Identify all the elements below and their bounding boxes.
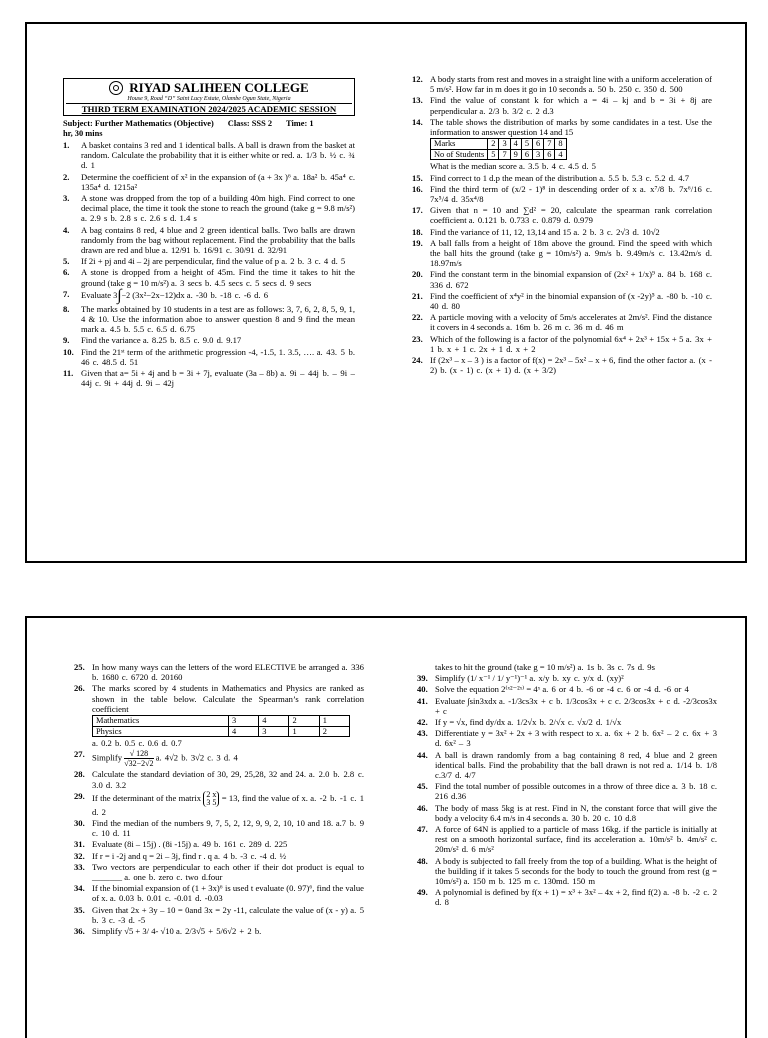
school-header bbox=[63, 78, 355, 116]
question-list bbox=[63, 140, 355, 388]
table-cell: 9 bbox=[510, 149, 521, 160]
question-text: If y = √x, find dy/dx a. 1/2√x b. 2/√x c. √x/2 d. 1/√x bbox=[435, 717, 622, 728]
question-number: 5. bbox=[63, 256, 70, 267]
question-number: 14. bbox=[412, 116, 423, 127]
question bbox=[412, 355, 712, 375]
answer-options: a. 8.25 b. 8.5 c. 9.0 d. 9.17 bbox=[142, 335, 242, 346]
table-cell: 7 bbox=[499, 149, 510, 160]
answer-options: a. 2/3 b. 3/2 c. 2 d.3 bbox=[479, 105, 554, 116]
answer-options: a. 4 b. -3 c. -4 d. ½ bbox=[214, 850, 287, 861]
fraction-denominator: √32−2√2 bbox=[124, 759, 154, 769]
question-text: Find the total number of possible outcomes in a throw of three dice a. 3 b. 18 c. 216 d.36 bbox=[435, 781, 717, 802]
column-right-page-1 bbox=[412, 74, 712, 376]
question-text: A ball falls from a height of 18m above the ground. Find the speed with which the ball hits the ground (take g = 10m/s²) a. 9m/s b. 9.49m/s c. 13.42m/s d. 18.97m/s bbox=[430, 237, 712, 269]
question bbox=[412, 74, 712, 94]
integral-upper: 3 bbox=[113, 290, 118, 300]
question-number: 15. bbox=[412, 172, 423, 183]
answer-options: a. 84 b. 168 c. 336 d. 672 bbox=[430, 269, 713, 290]
table-cell: 4 bbox=[510, 139, 521, 150]
question-text: If the determinant of the matrix 2 x 3 5 = 13, find the value of x. a. -2 b. -1 c. 1 d. 2 bbox=[92, 789, 364, 817]
question-text: Two vectors are perpendicular to each other if their dot product is equal to _______ a. one b. zero c. two d.four bbox=[92, 861, 364, 883]
question bbox=[74, 926, 364, 936]
question-text: Given that a= 5i + 4j and b = 3i + 7j, evaluate (3a – 8b) a. 9i – 44j b. – 9i – 44j c. 9i + 44j d. 9i – 42j bbox=[81, 368, 355, 389]
question-text: Simplify √5 + 3/ 4- √10 a. 2/3√5 + 5/6√2 + 2 b. bbox=[92, 926, 262, 937]
question bbox=[417, 684, 717, 694]
question-number bbox=[74, 738, 92, 748]
question-text: Differentiate y = 3x² + 2x + 3 with respect to x. a. 6x + 2 b. 6x² – 2 c. 6x + 3 d. 6x² – 3 bbox=[435, 728, 717, 749]
question-number: 28. bbox=[74, 769, 85, 780]
question-number: 49. bbox=[417, 887, 428, 898]
matrix bbox=[203, 791, 219, 807]
table-cell: 2 bbox=[488, 139, 499, 150]
subject: Subject: Further Mathematics (Objective) bbox=[63, 119, 214, 128]
table-cell: 1 bbox=[319, 716, 349, 727]
question bbox=[412, 173, 712, 183]
question-number: 44. bbox=[417, 749, 428, 760]
question-number: 4. bbox=[63, 224, 70, 235]
question-number: 16. bbox=[412, 183, 423, 194]
question-text: The table shows the distribution of marks by some candidates in a test. Use the information to answer question 14 and 15 bbox=[430, 116, 712, 138]
answer-options: a. -30 b. -18 c. -6 d. 6 bbox=[186, 289, 269, 300]
school-address: House 9, Road “D” Saint Lucy Estate, Olambe Ogun State, Nigeria bbox=[127, 96, 291, 102]
table-cell: Physics bbox=[93, 726, 229, 737]
table-row bbox=[431, 149, 567, 160]
question bbox=[412, 238, 712, 269]
answer-options: a. 3.5 b. 4 c. 4.5 d. 5 bbox=[519, 161, 596, 172]
question-number: 39. bbox=[417, 673, 428, 684]
answer-options: a. 5.5 b. 5.3 c. 5.2 d. 4.7 bbox=[599, 172, 690, 183]
table-cell: 3 bbox=[228, 716, 258, 727]
question bbox=[63, 256, 355, 266]
question-text: Solve the equation 2⁽ˣ²⁻²ˣ⁾ = 4ˣ a. 6 or 4 b. -6 or -4 c. 6 or -4 d. -6 or 4 bbox=[435, 684, 689, 695]
question-text: Calculate the standard deviation of 30, 29, 25,28, 32 and 24. a. 2.0 b. 2.8 c. 3.0 d. 3.2 bbox=[92, 769, 365, 790]
table-cell: No of Students bbox=[431, 149, 488, 160]
answer-options: a. x/y b. xy c. y/x d. (xy)² bbox=[529, 673, 624, 684]
question-number: 8. bbox=[63, 303, 70, 314]
answer-options: a. 49 b. 161 c. 289 d. 225 bbox=[193, 839, 288, 850]
question bbox=[417, 696, 717, 716]
question bbox=[417, 673, 717, 683]
question bbox=[63, 368, 355, 388]
answer-options: a. (x - 2) b. (x - 1) c. (x + 1) d. (x + 3/2) bbox=[430, 355, 713, 376]
table-cell: Mathematics bbox=[93, 716, 229, 727]
question-number: 43. bbox=[417, 728, 428, 739]
matrix-row: 2 x bbox=[206, 789, 217, 799]
question bbox=[74, 839, 364, 849]
rank-table-wrapper bbox=[92, 715, 364, 737]
question-text: A force of 64N is applied to a particle of mass 16kg. if the particle is initially at rest on a smooth horizontal surface, find its acceleration a. 10m/s² b. 4m/s² c. 20m/s² d. 6 m/s² bbox=[435, 824, 717, 855]
question-list bbox=[417, 662, 717, 908]
table-cell: 6 bbox=[521, 149, 532, 160]
question-number: 1. bbox=[63, 140, 70, 150]
question bbox=[412, 312, 712, 332]
question bbox=[63, 267, 355, 287]
table-cell: 3 bbox=[259, 726, 289, 737]
question bbox=[412, 161, 712, 171]
question bbox=[412, 184, 712, 204]
question-text: Determine the coefficient of x² in the expansion of (a + 3x )⁶ a. 18a² b. 45a⁴ c. 135a⁴ d. 1215a² bbox=[81, 171, 355, 192]
marks-distribution-table bbox=[430, 138, 567, 160]
question bbox=[74, 883, 364, 903]
answer-options: a. 150 m b. 125 m c. 130md. 150 m bbox=[463, 876, 596, 887]
question-number: 9. bbox=[63, 335, 70, 346]
question-number: 48. bbox=[417, 855, 428, 866]
exam-page-2 bbox=[25, 616, 747, 1038]
question-text: Find the third term of (x/2 - 1)⁸ in descending order of x a. x⁷/8 b. 7x⁶/16 c. 7x⁵/4 d. 35x⁴/8 bbox=[430, 183, 712, 205]
column-left-page-2 bbox=[74, 662, 364, 937]
question bbox=[417, 781, 717, 801]
answer-options: a. -80 b. -10 c. 40 d. 80 bbox=[430, 290, 712, 312]
question bbox=[417, 717, 717, 727]
table-cell: 3 bbox=[499, 139, 510, 150]
column-right-page-2 bbox=[417, 662, 717, 909]
question bbox=[63, 172, 355, 192]
question bbox=[74, 791, 364, 817]
answer-options: a. 18a² b. 45a⁴ c. 135a⁴ d. 1215a² bbox=[81, 171, 355, 192]
question-number: 45. bbox=[417, 781, 428, 792]
question-text: A body is subjected to fall freely from the top of a building. What is the height of the building if it takes 5 seconds for the body to touch the ground from rest (g = 10m/s²) a. 150 m b. 125 m c. 130md. 150 m bbox=[435, 855, 717, 887]
answer-options: a.7 b. 9 c. 10 d. 11 bbox=[92, 818, 364, 839]
question bbox=[74, 769, 364, 789]
question-text: If 2i + pj and 4i – 2j are perpendicular, find the value of p a. 2 b. 3 c. 4 d. 5 bbox=[81, 256, 346, 267]
question-number: 21. bbox=[412, 290, 423, 301]
table-cell: 4 bbox=[259, 716, 289, 727]
question bbox=[412, 291, 712, 311]
time: Time: 1 bbox=[286, 119, 314, 128]
answer-options: a. -8 b. -2 c. 2 d. 8 bbox=[435, 887, 717, 908]
question-number: 33. bbox=[74, 861, 85, 872]
question-text: Given that 2x + 3y – 10 = 0and 3x = 2y -11, calculate the value of (x - y) a. 5 b. 3 c. -3 d. -5 bbox=[92, 904, 364, 925]
answer-options: a. -1/3cs3x + c b. 1/3cos3x + c c. 2/3cos3x + c d. -2/3cos3x + c bbox=[435, 695, 718, 716]
answer-options: a. 0.121 b. 0.733 c. 0.879 d. 0.979 bbox=[468, 215, 593, 226]
question bbox=[417, 856, 717, 887]
question bbox=[412, 117, 712, 137]
answer-options: a. 16m b. 26 m c. 36 m d. 46 m bbox=[506, 322, 624, 333]
question-number: 31. bbox=[74, 839, 85, 850]
question bbox=[417, 803, 717, 823]
question bbox=[74, 905, 364, 925]
answer-options: a. 5 b. 3 c. -3 d. -5 bbox=[92, 904, 364, 925]
fraction-numerator: √ 128 bbox=[124, 749, 153, 759]
question-text: takes to hit the ground (take g = 10 m/s²) a. 1s b. 3s c. 7s d. 9s bbox=[435, 662, 655, 672]
question-number: 6. bbox=[63, 267, 70, 278]
question-text: Find the coefficient of x⁴y² in the binomial expansion of (x -2y)⁵ a. -80 b. -10 c. 40 d. 80 bbox=[430, 290, 712, 312]
question-number: 35. bbox=[74, 904, 85, 915]
question-number: 26. bbox=[74, 683, 85, 694]
question-text: A stone was dropped from the top of a building 40m high. Find correct to one decimal place, the time it took the stone to reach the ground (take g = 9.8 m/s²) a. 2.9 s b. 2.8 s c. 2.6 s d. 1.4 s bbox=[81, 193, 355, 224]
rank-correlation-table bbox=[92, 715, 350, 737]
question bbox=[417, 662, 717, 672]
question bbox=[417, 824, 717, 855]
question bbox=[412, 269, 712, 289]
fraction bbox=[124, 749, 153, 768]
question-number: 2. bbox=[63, 171, 70, 182]
question-number: 34. bbox=[74, 883, 85, 894]
answer-options: a. 4.5 b. 5.5 c. 6.5 d. 6.75 bbox=[100, 324, 195, 335]
question-text: A bag contains 8 red, 4 blue and 2 green identical balls. Two balls are drawn randomly from the bag without replacement. Find the probability that the balls drawn are red and blue a. 12/91 b. 16/91 c. 30/91 d. 32/91 bbox=[81, 224, 355, 256]
question-text: The marks scored by 4 students in Mathematics and Physics are ranked as shown in the table below. Calculate the Spearman’s rank correlation coefficient bbox=[92, 683, 364, 714]
integral-lower: −2 bbox=[121, 290, 131, 300]
table-cell: 8 bbox=[555, 139, 566, 150]
question-text: In how many ways can the letters of the word ELECTIVE be arranged a. 336 b. 1680 c. 6720 d. 20160 bbox=[92, 662, 364, 683]
answer-options: a. 1/3 b. ½ c. ¾ d. 1 bbox=[81, 150, 355, 171]
answer-options: a. 3 b. 18 c. 216 d.36 bbox=[435, 781, 717, 802]
matrix-row: 3 5 bbox=[206, 797, 217, 807]
question-text: If (2x³ – x – 3 ) is a factor of f(x) = 2x³ – 5x² – x + 6, find the other factor a. (x - 2) b. (x - 1) c. (x + 1) d. (x + 3/2) bbox=[430, 355, 713, 376]
school-name-row bbox=[66, 81, 352, 95]
question-number bbox=[417, 662, 435, 672]
question bbox=[417, 887, 717, 907]
question-number: 24. bbox=[412, 355, 423, 366]
answer-options: a. one b. zero c. two d.four bbox=[124, 872, 223, 883]
question bbox=[63, 140, 355, 171]
question-text: Find the constant term in the binomial expansion of (2x² + 1/x)⁹ a. 84 b. 168 c. 336 d. 672 bbox=[430, 269, 713, 290]
question-text: Evaluate (8i – 15j) . (8i -15j) a. 49 b. 161 c. 289 d. 225 bbox=[92, 839, 288, 850]
question-text: Given that n = 10 and ∑d² = 20, calculate the spearman rank correlation coefficient a. 0.121 b. 0.733 c. 0.879 d. 0.979 bbox=[430, 205, 712, 226]
answer-options: a. 50 b. 250 c. 350 d. 500 bbox=[588, 84, 683, 95]
answer-options: a. 0.2 b. 0.5 c. 0.6 d. 0.7 bbox=[92, 738, 182, 749]
table-cell: 3 bbox=[533, 149, 544, 160]
question-list bbox=[74, 662, 364, 936]
table-cell: 4 bbox=[555, 149, 566, 160]
question bbox=[63, 335, 355, 345]
table-cell: 7 bbox=[544, 139, 555, 150]
question-number: 20. bbox=[412, 269, 423, 280]
question-text: A stone is dropped from a height of 45m. Find the time it takes to hit the ground (take g = 10 m/s²) a. 3 secs b. 4.5 secs c. 5 secs d. 9 secs bbox=[81, 267, 355, 288]
question-text: What is the median score a. 3.5 b. 4 c. 4.5 d. 5 bbox=[430, 161, 596, 172]
answer-options: a. x⁷/8 b. 7x⁶/16 c. 7x⁵/4 d. 35x⁴/8 bbox=[430, 183, 712, 205]
table-cell: 6 bbox=[533, 139, 544, 150]
answer-options: a. 10m/s² b. 4m/s² c. 20m/s² d. 6 m/s² bbox=[435, 834, 717, 855]
question bbox=[74, 851, 364, 861]
question-text: The body of mass 5kg is at rest. Find in N, the constant force that will give the body a velocity 6.4 m/s in 4 seconds a. 30 b. 20 c. 10 d.8 bbox=[435, 802, 717, 823]
answer-options: a. 2/3√5 + 5/6√2 + 2 b. bbox=[176, 926, 262, 937]
answer-options: a. 1/14 b. 1/8 c.3/7 d. 4/7 bbox=[435, 759, 717, 781]
integrand: (3x²−2x−12)dx bbox=[130, 289, 187, 300]
question-number: 22. bbox=[412, 312, 423, 323]
answer-options: a. 12/91 b. 16/91 c. 30/91 d. 32/91 bbox=[161, 245, 288, 256]
question-text: A polynomial is defined by f(x + 1) = x³ + 3x² – 4x + 2, find f(2) a. -8 b. -2 c. 2 d. 8 bbox=[435, 887, 717, 908]
question-number: 27. bbox=[74, 749, 85, 760]
question-text: Find the 21ˢᵗ term of the arithmetic progression -4, -1.5, 1. 3.5, …. a. 43. 5 b. 46 c. 48.5 d. 51 bbox=[81, 346, 355, 367]
question-number: 46. bbox=[417, 802, 428, 813]
question-number: 10. bbox=[63, 346, 74, 357]
question-number: 7. bbox=[63, 288, 70, 299]
table-cell: 1 bbox=[289, 726, 319, 737]
table-cell: 4 bbox=[228, 726, 258, 737]
question-number: 12. bbox=[412, 74, 423, 84]
answer-options: a. 2 b. 3 c. 2√3 d. 10√2 bbox=[573, 226, 660, 237]
question-text: Evaluate ∫sin3xdx a. -1/3cs3x + c b. 1/3cos3x + c c. 2/3cos3x + c d. -2/3cos3x + c bbox=[435, 695, 718, 716]
answer-options: a. 0.03 b. 0.01 c. -0.01 d. -0.03 bbox=[109, 893, 223, 904]
question bbox=[74, 862, 364, 882]
question-number: 32. bbox=[74, 850, 85, 861]
answer-options: a. 6x + 2 b. 6x² – 2 c. 6x + 3 d. 6x² – 3 bbox=[435, 728, 717, 749]
answer-options: a. -2 b. -1 c. 1 d. 2 bbox=[92, 792, 364, 817]
question-number: 18. bbox=[412, 226, 423, 237]
question bbox=[412, 205, 712, 225]
answer-options: a. 2.9 s b. 2.8 s c. 2.6 s d. 1.4 s bbox=[81, 213, 197, 224]
question-number: 42. bbox=[417, 717, 428, 728]
class: Class: SSS 2 bbox=[227, 119, 273, 128]
question-text: Find the value of constant k for which a = 4i – kj and b = 3i + 8j are perpendicular a. 2/3 b. 3/2 c. 2 d.3 bbox=[430, 95, 712, 116]
question-number: 11. bbox=[63, 368, 74, 379]
answer-options: a. 4√2 b. 3√2 c. 3 d. 4 bbox=[155, 752, 238, 763]
question-text: Find correct to 1 d.p the mean of the distribution a. 5.5 b. 5.3 c. 5.2 d. 4.7 bbox=[430, 172, 690, 183]
time-continued: hr, 30 mins bbox=[63, 129, 103, 138]
answer-options: a. 1s b. 3s c. 7s d. 9s bbox=[577, 662, 655, 672]
question bbox=[74, 662, 364, 682]
question bbox=[74, 749, 364, 768]
question bbox=[417, 750, 717, 781]
question bbox=[412, 95, 712, 115]
question-text: A basket contains 3 red and 1 identical balls. A ball is drawn from the basket at random. Calculate the probability that it is either white or red. a. 1/3 b. ½ c. ¾ d. 1 bbox=[81, 140, 355, 171]
question-text: If r = i -2j and q = 2i – 3j, find r . q a. 4 b. -3 c. -4 d. ½ bbox=[92, 850, 287, 861]
table-cell: Marks bbox=[431, 139, 488, 150]
table-row bbox=[431, 139, 567, 150]
table-cell: 5 bbox=[521, 139, 532, 150]
question-number: 30. bbox=[74, 818, 85, 829]
answer-options: a. 336 b. 1680 c. 6720 d. 20160 bbox=[92, 662, 364, 683]
question bbox=[74, 818, 364, 838]
school-logo-icon bbox=[109, 81, 123, 95]
question bbox=[74, 683, 364, 714]
question-text: A body starts from rest and moves in a straight line with a uniform acceleration of 5 m/s². How far in m does it go in 10 seconds a. 50 b. 250 c. 350 d. 500 bbox=[430, 74, 712, 95]
question bbox=[63, 347, 355, 367]
answer-options: a. 3x + 1 b. x + 1 c. 2x + 1 d. x + 2 bbox=[430, 333, 712, 354]
answer-options: a. 2 b. 3 c. 4 d. 5 bbox=[281, 256, 346, 267]
question bbox=[74, 738, 364, 748]
question-text: If the binomial expansion of (1 + 3x)⁶ is used t evaluate (0. 97)⁶, find the value of x. a. 0.03 b. 0.01 c. -0.01 d. -0.03 bbox=[92, 883, 364, 904]
question-text: Evaluate 3∫−2 (3x²−2x−12)dx a. -30 b. -18 c. -6 d. 6 bbox=[81, 286, 269, 304]
column-left-page-1 bbox=[63, 78, 355, 389]
question-number: 47. bbox=[417, 824, 428, 835]
question-number: 17. bbox=[412, 205, 423, 216]
question-number: 41. bbox=[417, 695, 428, 706]
question-number: 23. bbox=[412, 333, 423, 344]
table-row bbox=[93, 716, 350, 727]
question bbox=[412, 334, 712, 354]
school-name: RIYAD SALIHEEN COLLEGE bbox=[129, 80, 309, 95]
answer-options: a. 3 secs b. 4.5 secs c. 5 secs d. 9 secs bbox=[171, 277, 312, 288]
question-text: Which of the following is a factor of the polynomial 6x⁴ + 2x³ + 15x + 5 a. 3x + 1 b. x + 1 c. 2x + 1 d. x + 2 bbox=[430, 333, 712, 354]
question-text: Simplify (1/ x⁻¹ / 1/ y⁻¹)⁻¹ a. x/y b. xy c. y/x d. (xy)² bbox=[435, 673, 624, 684]
answer-options: a. 6 or 4 b. -6 or -4 c. 6 or -4 d. -6 or 4 bbox=[542, 684, 689, 695]
question-number: 40. bbox=[417, 684, 428, 695]
exam-page-1 bbox=[25, 22, 747, 563]
integral-sign-icon: ∫ bbox=[117, 286, 122, 304]
question-number: 29. bbox=[74, 790, 85, 801]
exam-title: THIRD TERM EXAMINATION 2024/2025 ACADEMIC SESSION bbox=[66, 103, 352, 114]
answer-options: a. 1/2√x b. 2/√x c. √x/2 d. 1/√x bbox=[507, 717, 622, 728]
question-number: 19. bbox=[412, 237, 423, 248]
question bbox=[63, 304, 355, 335]
answer-options: a. 43. 5 b. 46 c. 48.5 d. 51 bbox=[81, 346, 355, 367]
subject-line bbox=[63, 119, 355, 139]
question-number: 25. bbox=[74, 662, 85, 672]
answer-options: a. 9m/s b. 9.49m/s c. 13.42m/s d. 18.97m/s bbox=[430, 248, 712, 269]
table-cell: 2 bbox=[319, 726, 349, 737]
question bbox=[417, 728, 717, 748]
question-number: 3. bbox=[63, 193, 70, 204]
question bbox=[63, 286, 355, 304]
marks-table-wrapper bbox=[430, 138, 712, 160]
question-text: The marks obtained by 10 students in a test are as follows: 3, 7, 6, 2, 8, 5, 9, 1, 4 & 10. Use the information aboe to answer question 8 and 9 find the mean mark a. 4.5 b. 5.5 c. 6.5 d. 6.75 bbox=[81, 303, 355, 335]
question-number: 13. bbox=[412, 95, 423, 106]
question-text: A particle moving with a velocity of 5m/s accelerates at 2m/s². Find the distance it covers in 4 seconds a. 16m b. 26 m c. 36 m d. 46 m bbox=[430, 312, 712, 333]
question bbox=[63, 225, 355, 256]
question-number bbox=[412, 161, 430, 171]
table-row bbox=[93, 726, 350, 737]
question-text bbox=[92, 738, 364, 748]
question-text: Simplify $\frac{√ 128}{√32-2√2} a$. 4√2 b. 3√2 c. 3 d. 4 bbox=[92, 749, 238, 769]
question-list bbox=[412, 74, 712, 375]
question bbox=[63, 193, 355, 224]
integral-limits bbox=[113, 286, 131, 304]
table-cell: 6 bbox=[544, 149, 555, 160]
question-number: 36. bbox=[74, 926, 85, 937]
table-cell: 5 bbox=[488, 149, 499, 160]
answer-options: a. 30 b. 20 c. 10 d.8 bbox=[562, 812, 637, 823]
table-cell: 2 bbox=[289, 716, 319, 727]
question-text: Find the median of the numbers 9, 7, 5, 2, 12, 9, 9, 2, 10, 10 and 18. a.7 b. 9 c. 10 d. 11 bbox=[92, 818, 364, 839]
question bbox=[412, 227, 712, 237]
answer-options: a. 2.0 b. 2.8 c. 3.0 d. 3.2 bbox=[92, 769, 365, 790]
question-text: Find the variance of 11, 12, 13,14 and 15 a. 2 b. 3 c. 2√3 d. 10√2 bbox=[430, 226, 660, 237]
question-text: Find the variance a. 8.25 b. 8.5 c. 9.0 d. 9.17 bbox=[81, 335, 242, 346]
answer-options: a. 9i – 44j b. – 9i – 44j c. 9i + 44j d. 9i – 42j bbox=[81, 368, 355, 389]
question-text: A ball is drawn randomly from a bag containing 8 red, 4 blue and 2 green identical balls. Find the probability that the ball drawn is not red a. 1/14 b. 1/8 c.3/7 d. 4/7 bbox=[435, 749, 717, 781]
